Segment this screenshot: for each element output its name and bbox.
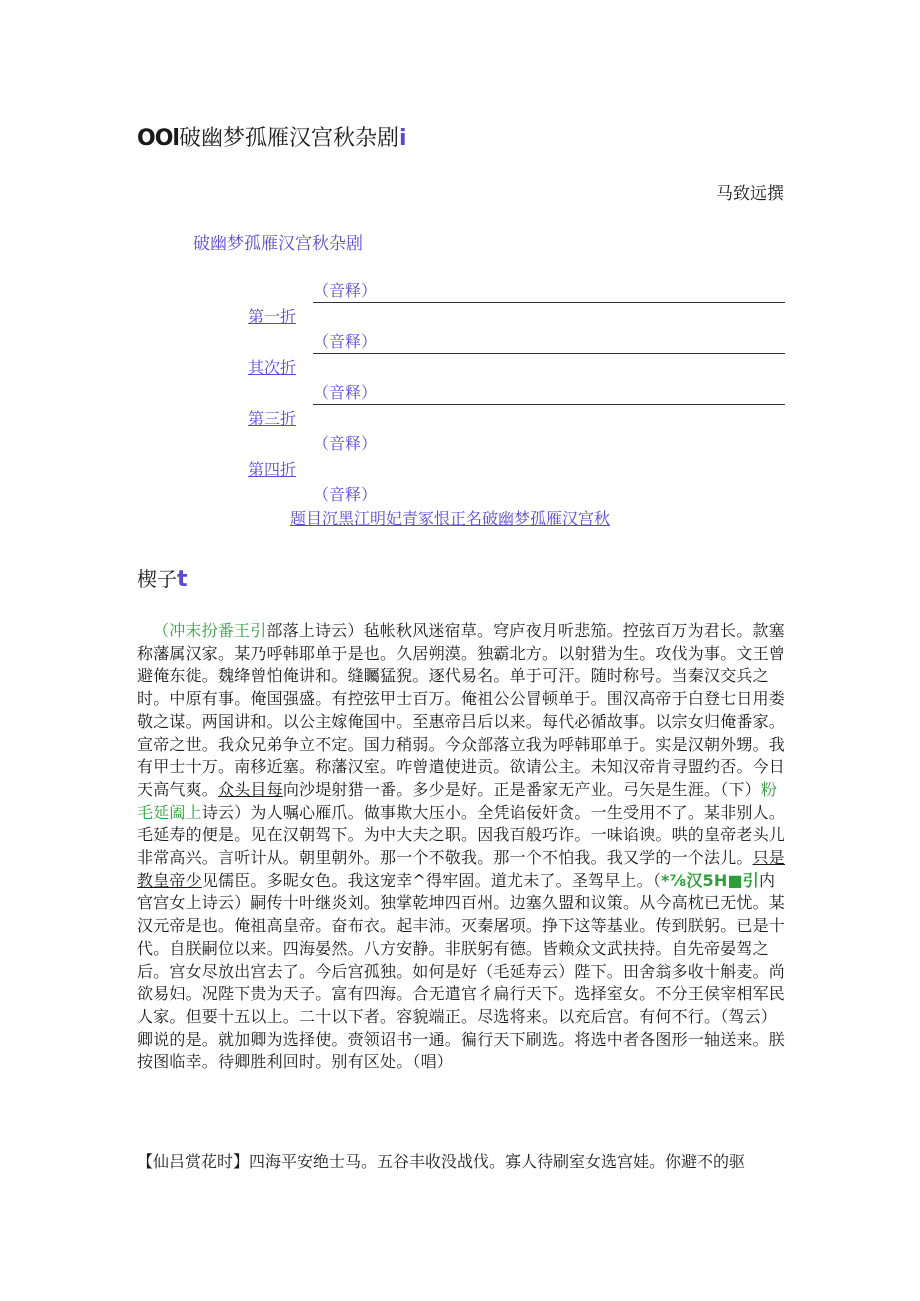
title-text: 破幽梦孤雁汉宫秋杂剧 xyxy=(178,126,399,151)
section-mark: t xyxy=(177,567,188,592)
body-text: 向沙堤射猎一番。多少是好。正是番家无产业。弓矢是生涯。（下） xyxy=(282,779,761,799)
body-paragraph xyxy=(137,620,785,1074)
body-text: 内官宫女上诗云）嗣传十叶继炎刘。独掌乾坤四百州。边塞久盟和议策。从今高枕已无忧。某汉元帝是也。俺祖高皇帝。奋布衣。起丰沛。灭秦屠项。挣下这等基业。传到朕躬。已是十代。自朕嗣位以来。四海晏然。八方安静。非朕躬有德。皆赖众文武扶持。自先帝晏驾之后。宫女尽放出宫去了。今后宫孤独。如何是好（毛延寿云）陛下。田舍翁多收十斛麦。尚欲易妇。况陛下贵为天子。富有四海。合无遣官彳扁行天下。选择室女。不分王侯宰相军民人家。但要十五以上。二十以下者。容貌端正。尽选将来。以充后宫。有何不行。（驾云）卿说的是。就加卿为选择使。赍领诏书一通。徧行天下刷选。将选中者各图形一轴送来。朕按图临幸。待卿胜利回时。别有区处。（唱） xyxy=(137,870,786,1072)
title-code: OOl xyxy=(137,126,179,151)
toc-act-3-link[interactable]: 第三折 xyxy=(248,409,297,428)
toc-yinshi-link[interactable]: （音释） xyxy=(313,434,378,453)
title-mark: i xyxy=(398,126,407,151)
author-line: 马致远撰 xyxy=(716,184,784,204)
song-line: 【仙吕赏花时】四海平安绝士马。五谷丰收没战伐。寡人待刷室女选宫娃。你避不的驱 xyxy=(137,1152,746,1171)
body-text: 见儒臣。多昵女色。我这宠幸^得牢固。道尤未了。圣驾早上。（ xyxy=(201,870,662,890)
toc-act-4-link[interactable]: 第四折 xyxy=(248,460,297,479)
toc-yinshi-link[interactable]: （音释） xyxy=(313,280,785,303)
underlined-text: 只是教皇帝少 xyxy=(137,848,786,890)
toc-act-1-link[interactable]: 第一折 xyxy=(248,307,297,326)
toc-yinshi-link[interactable]: （音释） xyxy=(313,485,378,504)
stage-direction: *⅞汉5H■引 xyxy=(661,870,760,890)
section-title: 楔子 xyxy=(137,567,177,591)
toc-yinshi-link[interactable]: （音释） xyxy=(313,331,785,354)
stage-direction: 粉毛延阖上 xyxy=(137,779,778,822)
underlined-text: 众头目每 xyxy=(218,779,283,799)
toc-act-2-link[interactable]: 其次折 xyxy=(248,358,297,377)
body-text: 部落上诗云）毡帐秋风迷宿草。穹庐夜月听悲笳。控弦百万为君长。款塞称藩属汉家。某乃呼韩耶单于是也。久居朔漠。独霸北方。以射猎为生。攻伐为事。文王曾避俺东徙。魏绛曾怕俺讲和。缝矚猛猊。逐代易名。单于可汗。随时称号。当秦汉交兵之时。中原有事。俺国强盛。有控弦甲士百万。俺祖公公冒顿单于。围汉高帝于白登七日用娄敬之谋。两国讲和。以公主嫁俺国中。至惠帝吕后以来。每代必循故事。以宗女归俺番家。宣帝之世。我众兄弟争立不定。国力稍弱。今众部落立我为呼韩耶单于。实是汉朝外甥。我有甲士十万。南移近塞。称藩汉室。咋曾遣使进贡。欲请公主。未知汉帝肯寻盟约否。今日天高气爽。 xyxy=(137,621,786,799)
toc-heading-link[interactable]: 破幽梦孤雁汉宫秋杂剧 xyxy=(193,234,363,254)
section-heading xyxy=(137,564,188,595)
toc-yinshi-link[interactable]: （音释） xyxy=(313,382,785,405)
stage-direction: （冲末扮番王引 xyxy=(153,621,267,640)
toc-footer-link[interactable]: 题目沉黑江明妃青冢恨正名破幽梦孤雁汉宫秋 xyxy=(290,509,611,528)
body-text: 诗云）为人嘱心雁爪。做事欺大压小。全凭谄佞奸贪。一生受用不了。某非别人。毛延寿的便是。见在汉朝驾下。为中大夫之职。因我百般巧诈。一味谄谀。哄的皇帝老头儿非常高兴。言听计从。朝里朝外。那一个不敬我。那一个不怕我。我又学的一个法儿。 xyxy=(137,802,786,868)
document-title xyxy=(137,124,407,154)
